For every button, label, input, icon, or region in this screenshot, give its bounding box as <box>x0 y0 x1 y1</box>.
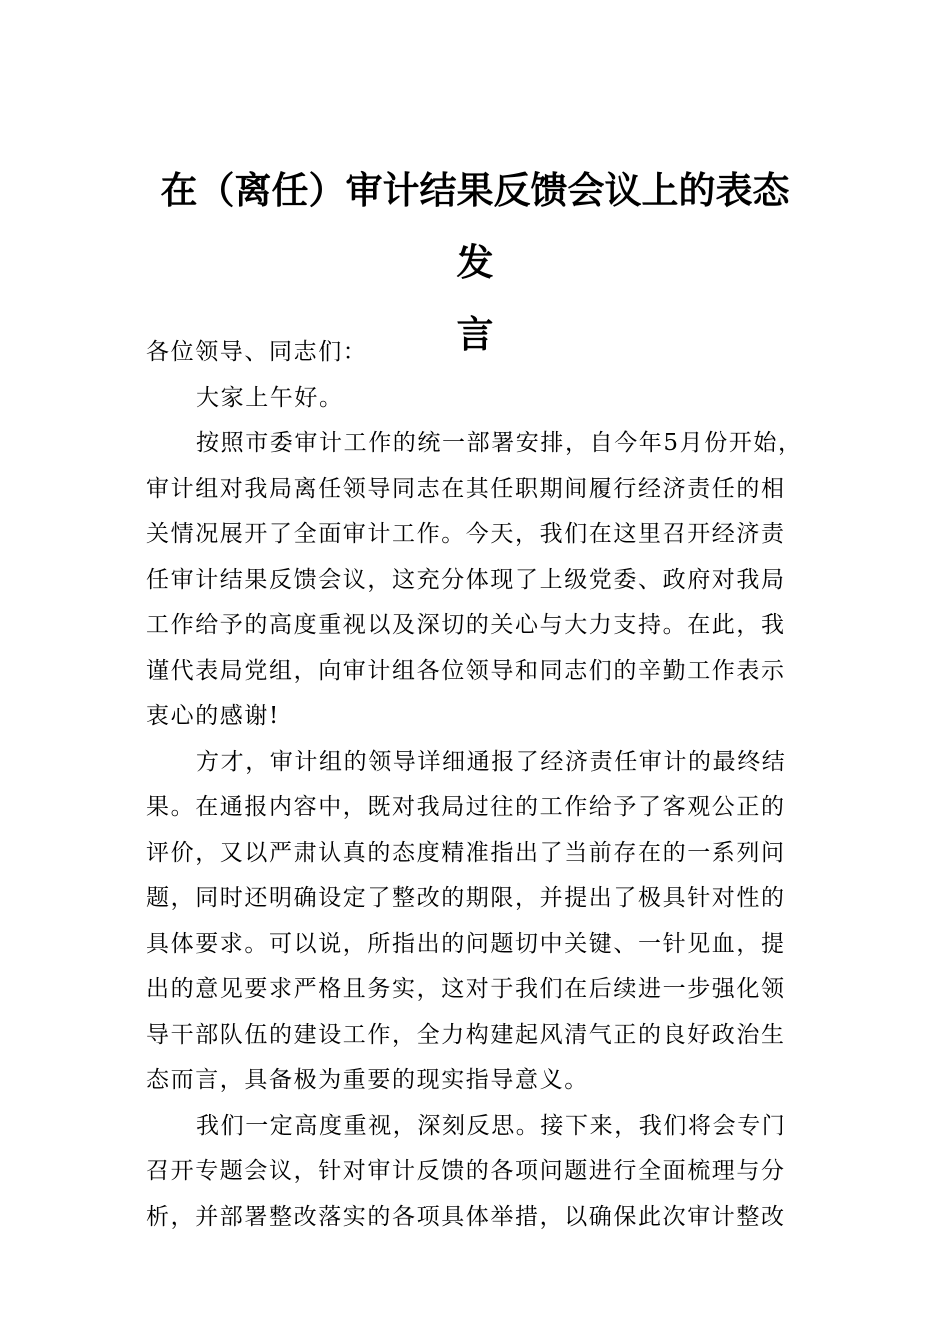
body-line: 方才，审计组的领导详细通报了经济责任审计的最终结 <box>196 748 787 775</box>
title-line-2: 言 <box>456 312 494 356</box>
title-line-1: 在（离任）审计结果反馈会议上的表态发 <box>160 168 790 284</box>
body-line: 审计组对我局离任领导同志在其任职期间履行经济责任的相 <box>146 475 786 502</box>
body-line: 态而言，具备极为重要的现实指导意义。 <box>146 1067 589 1093</box>
body-line: 题，同时还明确设定了整改的期限，并提出了极具针对性的 <box>146 885 786 911</box>
salutation: 各位领导、同志们： <box>146 339 368 365</box>
body-line: 评价，又以严肃认真的态度精准指出了当前存在的一系列问 <box>146 839 786 866</box>
body-line: 出的意见要求严格且务实，这对于我们在后续进一步强化领 <box>146 976 786 1002</box>
document-body <box>146 330 816 1240</box>
body-line: 衷心的感谢! <box>146 703 280 729</box>
body-line: 我们一定高度重视，深刻反思。接下来，我们将会专门 <box>196 1112 787 1139</box>
body-line: 谨代表局党组，向审计组各位领导和同志们的辛勤工作表示 <box>146 657 786 684</box>
body-line: 大家上午好。 <box>196 384 344 411</box>
body-line: 具体要求。可以说，所指出的问题切中关键、一针见血，提 <box>146 930 786 957</box>
body-lines <box>146 376 816 1241</box>
body-line: 召开专题会议，针对审计反馈的各项问题进行全面梳理与分 <box>146 1158 786 1184</box>
body-line: 按照市委审计工作的统一部署安排，自今年5月份开始， <box>196 430 803 456</box>
body-line: 析，并部署整改落实的各项具体举措，以确保此次审计整改 <box>146 1203 786 1230</box>
body-line: 导干部队伍的建设工作，全力构建起风清气正的良好政治生 <box>146 1021 786 1048</box>
body-line: 果。在通报内容中，既对我局过往的工作给予了客观公正的 <box>146 794 786 820</box>
body-line: 工作给予的高度重视以及深切的关心与大力支持。在此，我 <box>146 612 786 638</box>
body-line: 任审计结果反馈会议，这充分体现了上级党委、政府对我局 <box>146 566 786 593</box>
body-line: 关情况展开了全面审计工作。今天，我们在这里召开经济责 <box>146 521 786 547</box>
